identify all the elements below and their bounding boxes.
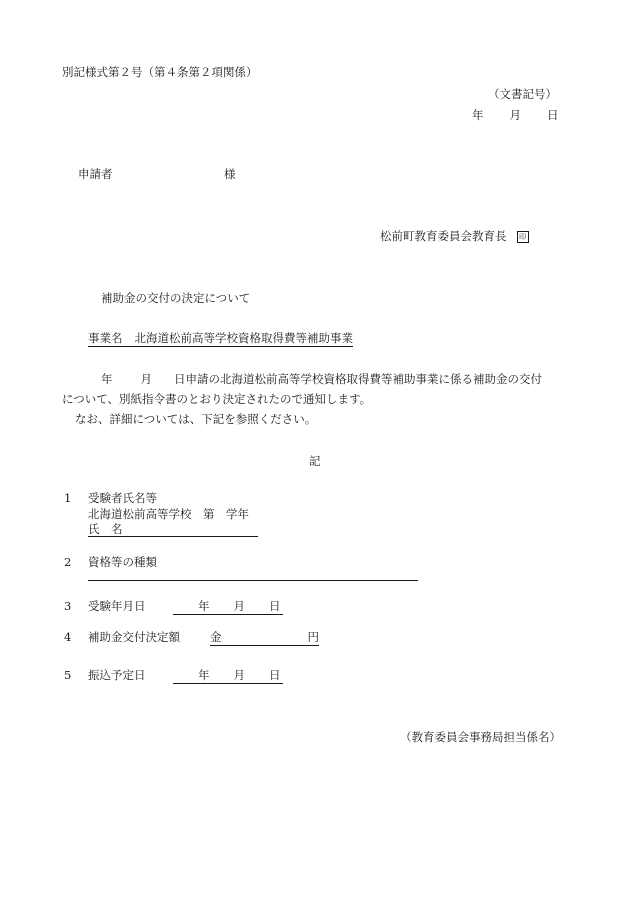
- item-label: 振込予定日: [88, 668, 146, 682]
- issuer-name: 松前町教育委員会教育長: [380, 229, 507, 243]
- item-label: 受験者氏名等: [88, 491, 157, 505]
- exam-year: 年: [198, 599, 210, 613]
- project-line: [88, 332, 353, 347]
- seal-mark: 印: [517, 231, 529, 243]
- item-4: [64, 631, 180, 645]
- issuer: [380, 230, 529, 244]
- item-number: 4: [64, 630, 72, 644]
- item-5: [64, 669, 146, 683]
- ki-heading: 記: [309, 454, 321, 468]
- item-label: 受験年月日: [88, 599, 146, 613]
- exam-month: 月: [233, 599, 245, 613]
- amount-yen: 円: [307, 630, 319, 644]
- body-line-1: [101, 373, 542, 387]
- item-1-name-label: 氏 名: [88, 522, 123, 536]
- project-label: 事業名: [88, 331, 123, 345]
- honorific: 様: [224, 167, 236, 181]
- item-label: 補助金交付決定額: [88, 630, 180, 644]
- amount-kin: 金: [210, 630, 222, 644]
- name-blank-line: [88, 536, 258, 537]
- issue-date: [472, 109, 559, 123]
- item-number: 3: [64, 599, 72, 613]
- date-day: 日: [547, 108, 559, 122]
- applicant-label: 申請者: [78, 167, 113, 181]
- exam-day: 日: [269, 599, 281, 613]
- item-1-school: 北海道松前高等学校 第 学年: [88, 507, 249, 521]
- body-line-2: について、別紙指令書のとおり決定されたので通知します。: [62, 392, 372, 406]
- date-year: 年: [472, 108, 484, 122]
- item-number: 2: [64, 555, 72, 569]
- item-number: 1: [64, 491, 72, 505]
- body-year: 年: [101, 372, 113, 386]
- transfer-year: 年: [198, 668, 210, 682]
- amount-field: [210, 631, 319, 646]
- document-number: （文書記号）: [488, 87, 557, 101]
- item-label: 資格等の種類: [88, 555, 157, 569]
- document-subject: 補助金の交付の決定について: [101, 291, 251, 305]
- item-number: 5: [64, 668, 72, 682]
- body-line-3: なお、詳細については、下記を参照ください。: [75, 412, 317, 426]
- project-name: 北海道松前高等学校資格取得費等補助事業: [134, 331, 353, 345]
- body-line-1-text: 日申請の北海道松前高等学校資格取得費等補助事業に係る補助金の交付: [174, 372, 542, 386]
- item-3: [64, 600, 146, 614]
- transfer-day: 日: [269, 668, 281, 682]
- item-1: [64, 492, 157, 506]
- item-2: [64, 556, 157, 570]
- transfer-date-field: [173, 669, 283, 684]
- date-month: 月: [509, 108, 521, 122]
- body-month: 月: [140, 372, 152, 386]
- form-label: 別記様式第２号（第４条第２項関係）: [62, 65, 258, 79]
- transfer-month: 月: [233, 668, 245, 682]
- exam-date-field: [173, 600, 283, 615]
- contact-department: （教育委員会事務局担当係名）: [400, 730, 561, 744]
- qualification-blank-line: [88, 580, 418, 581]
